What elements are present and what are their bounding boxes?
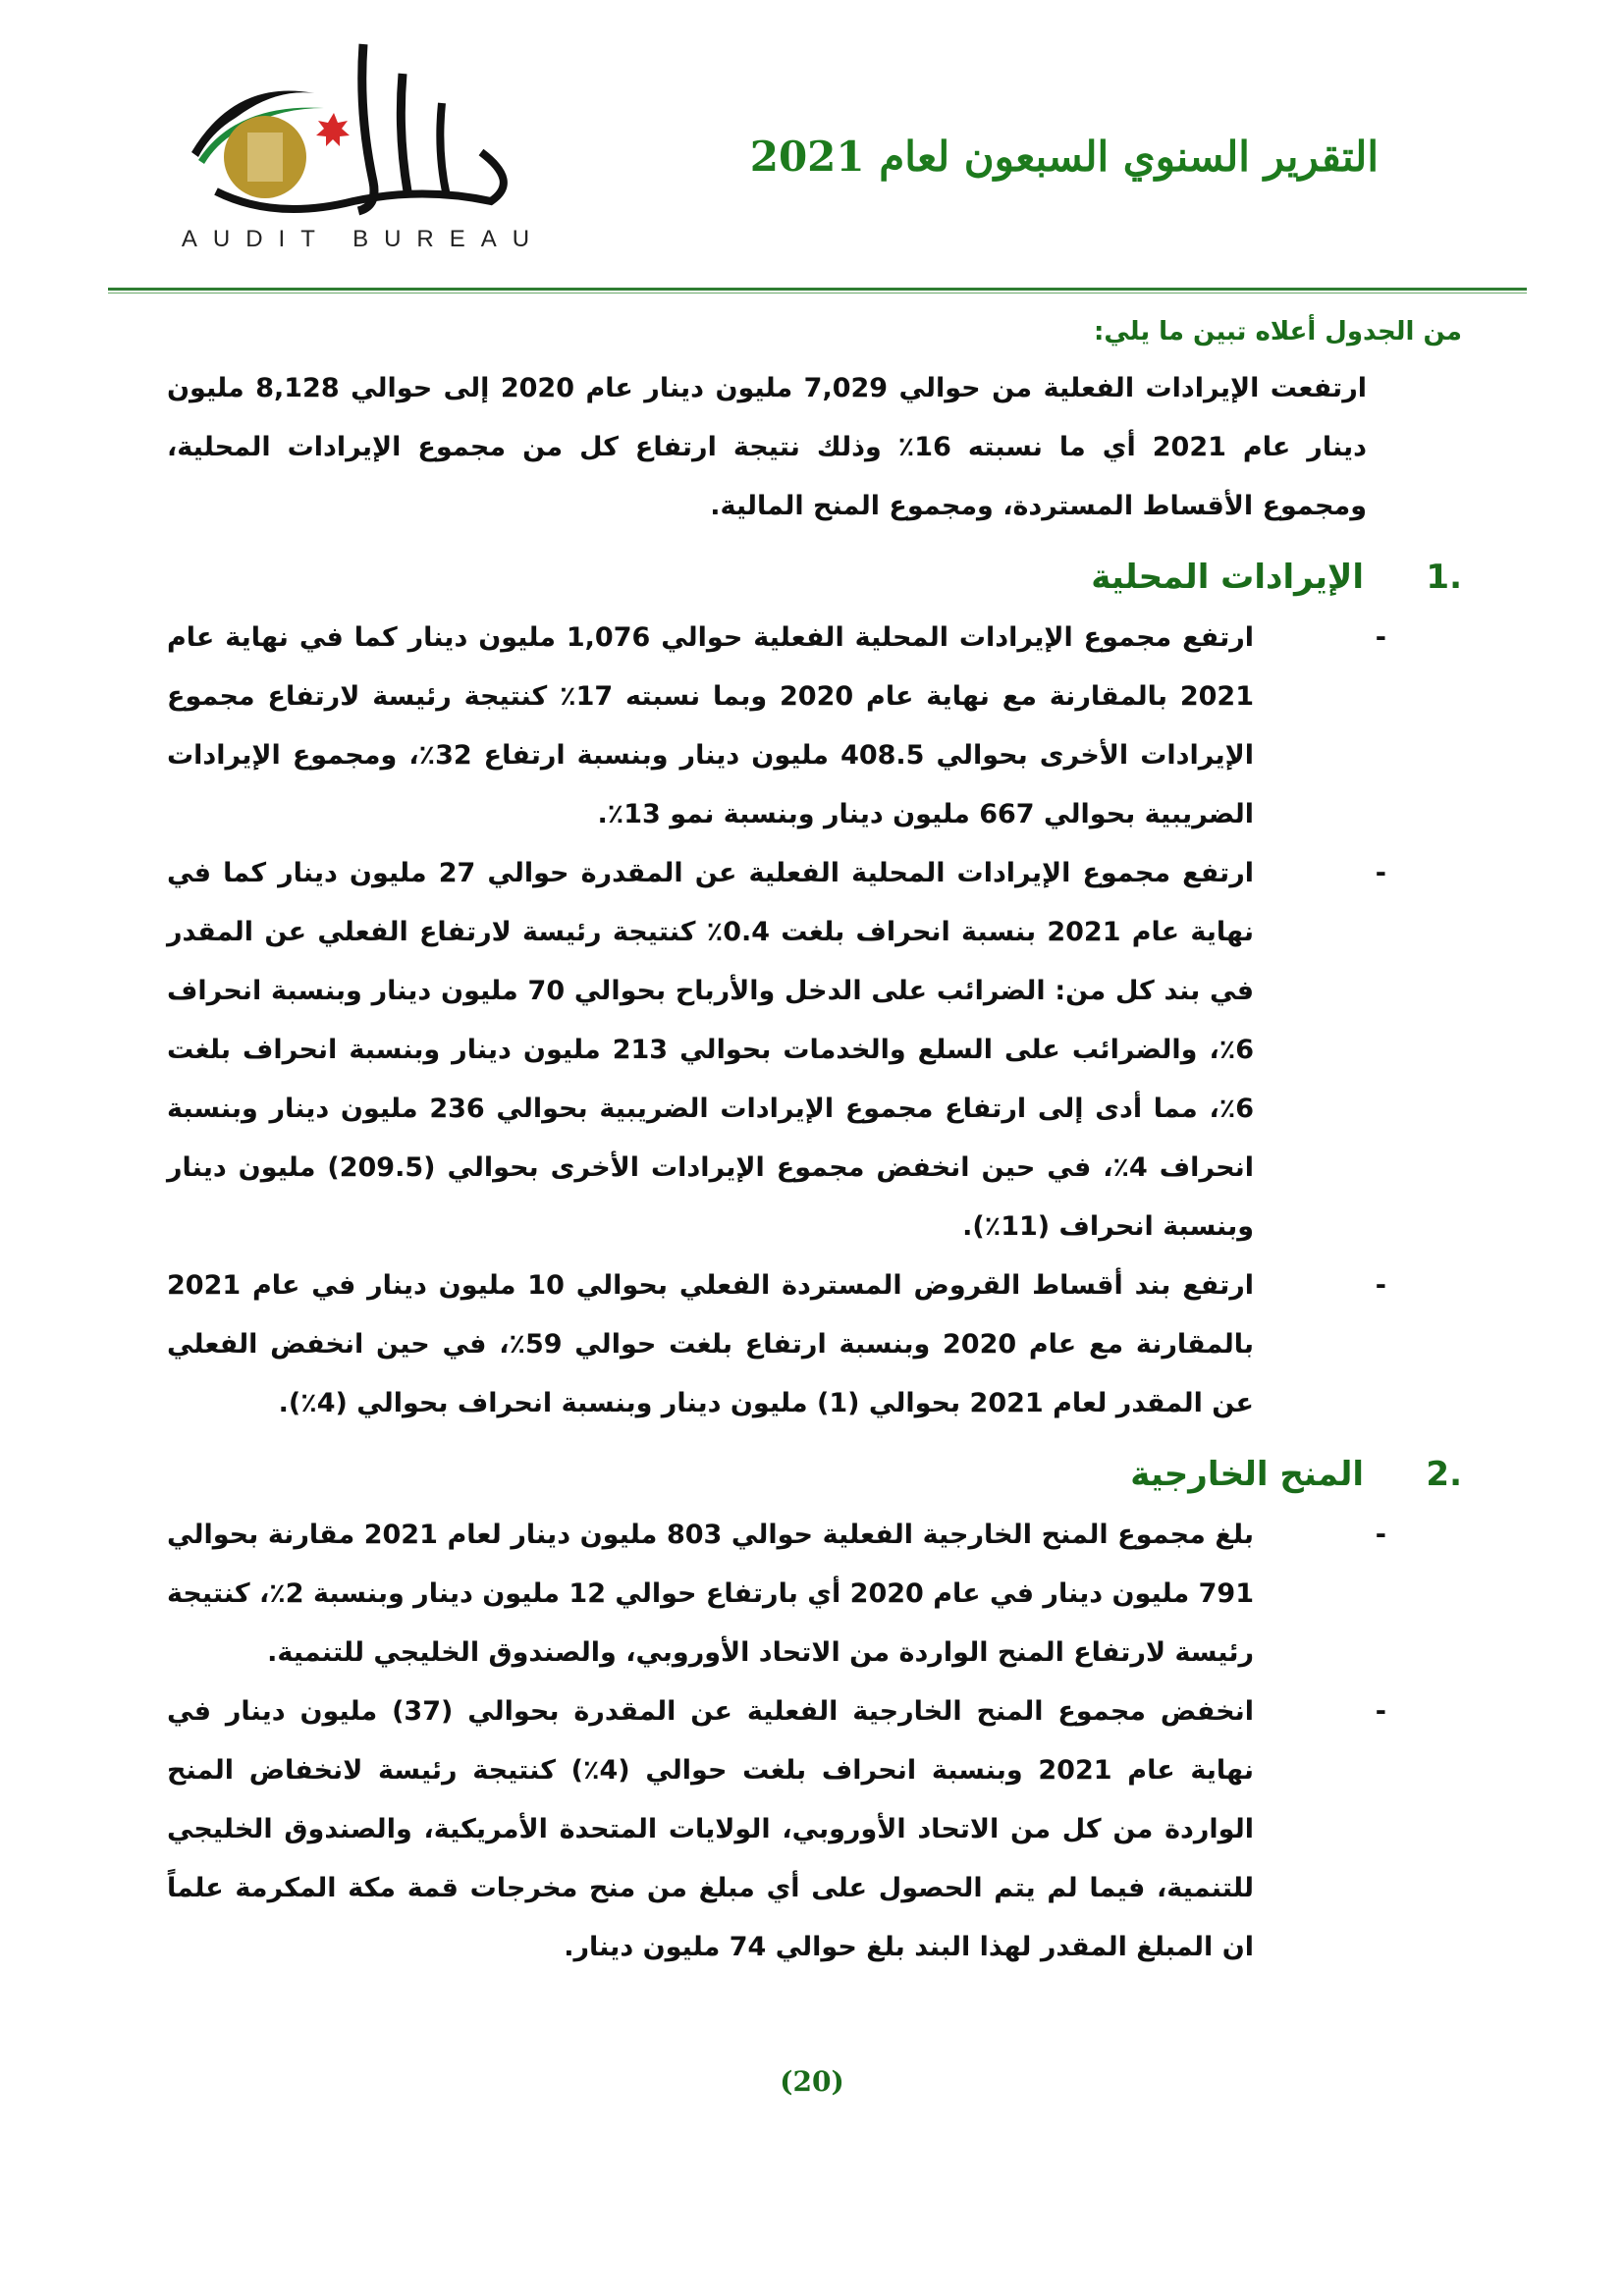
bullet-dash: - xyxy=(1375,1520,1386,1550)
bullet-dash: - xyxy=(1375,1270,1386,1301)
bullet-dash: - xyxy=(1375,858,1386,888)
list-item xyxy=(167,1682,1386,1977)
list-item xyxy=(167,844,1386,1256)
report-title: التقرير السنوي السبعون لعام 2021 xyxy=(749,133,1379,181)
section-heading-foreign-grants xyxy=(167,1447,1462,1502)
list-item xyxy=(167,609,1386,844)
section-title: المنح الخارجية xyxy=(1130,1455,1364,1494)
list-item-text: انخفض مجموع المنح الخارجية الفعلية عن المقدرة بحوالي (37) مليون دينار في نهاية عام 2021 وبنسبة انحراف بلغت حوالي (4٪) كنتيجة رئيسة لانخفاض المنح الواردة من كل من الاتحاد الأوروبي، الولايات المتحدة الأمريكية، والصندوق الخليجي للتنمية، فيما لم يتم الحصول على أي مبلغ من منح مخرجات قمة مكة المكرمة علماً ان المبلغ المقدر لهذا البند بلغ حوالي 74 مليون دينار. xyxy=(167,1696,1254,1962)
logo-emblem-icon xyxy=(177,34,560,226)
bullet-dash: - xyxy=(1375,1696,1386,1727)
list-item-text: ارتفع بند أقساط القروض المستردة الفعلي بحوالي 10 مليون دينار في عام 2021 بالمقارنة مع عام 2020 وبنسبة ارتفاع بلغت حوالي 59٪، في حين انخفض الفعلي عن المقدر لعام 2021 بحوالي (1) مليون دينار وبنسبة انحراف بحوالي (4٪). xyxy=(167,1270,1255,1418)
page-body xyxy=(167,312,1462,1977)
list-item xyxy=(167,1256,1386,1433)
list-item-text: بلغ مجموع المنح الخارجية الفعلية حوالي 803 مليون دينار لعام 2021 مقارنة بحوالي 791 مليون دينار في عام 2020 أي بارتفاع حوالي 12 مليون دينار وبنسبة 2٪، كنتيجة رئيسة لارتفاع المنح الواردة من الاتحاد الأوروبي، والصندوق الخليجي للتنمية. xyxy=(167,1520,1255,1668)
list-item xyxy=(167,1506,1386,1682)
section-heading-local-revenues xyxy=(167,550,1462,605)
header-divider xyxy=(108,288,1527,291)
list-item-text: ارتفع مجموع الإيرادات المحلية الفعلية عن المقدرة حوالي 27 مليون دينار كما في نهاية عام 2021 بنسبة انحراف بلغت 0.4٪ كنتيجة رئيسة لارتفاع الفعلي عن المقدر في بند كل من: الضرائب على الدخل والأرباح بحوالي 70 مليون دينار وبنسبة انحراف 6٪، والضرائب على السلع والخدمات بحوالي 213 مليون دينار وبنسبة انحراف بلغت 6٪، مما أدى إلى ارتفاع مجموع الإيرادات الضريبية بحوالي 236 مليون دينار وبنسبة انحراف 4٪، في حين انخفض مجموع الإيرادات الأخرى بحوالي (209.5) مليون دينار وبنسبة انحراف (11٪). xyxy=(167,858,1255,1242)
bullet-dash: - xyxy=(1375,622,1386,653)
list-item-text: ارتفع مجموع الإيرادات المحلية الفعلية حوالي 1,076 مليون دينار كما في نهاية عام 2021 بالمقارنة مع نهاية عام 2020 وبما نسبته 17٪ كنتيجة رئيسة لارتفاع مجموع الإيرادات الأخرى بحوالي 408.5 مليون دينار وبنسبة ارتفاع 32٪، ومجموع الإيرادات الضريبية بحوالي 667 مليون دينار وبنسبة نمو 13٪. xyxy=(167,622,1254,829)
section-number: .1 xyxy=(1426,558,1462,597)
header-divider-thin xyxy=(108,293,1527,294)
logo-english-text: AUDIT BUREAU xyxy=(181,226,546,252)
page-number: (20) xyxy=(780,2065,844,2098)
audit-bureau-logo xyxy=(177,34,560,260)
page-header xyxy=(0,0,1624,294)
intro-paragraph: ارتفعت الإيرادات الفعلية من حوالي 7,029 مليون دينار عام 2020 إلى حوالي 8,128 مليون دينار عام 2021 أي ما نسبته 16٪ وذلك نتيجة ارتفاع كل من مجموع الإيرادات المحلية، ومجموع الأقساط المستردة، ومجموع المنح المالية. xyxy=(167,373,1367,521)
section-number: .2 xyxy=(1426,1455,1462,1494)
section-title: الإيرادات المحلية xyxy=(1091,558,1364,597)
intro-heading: من الجدول أعلاه تبين ما يلي: xyxy=(1094,317,1462,347)
